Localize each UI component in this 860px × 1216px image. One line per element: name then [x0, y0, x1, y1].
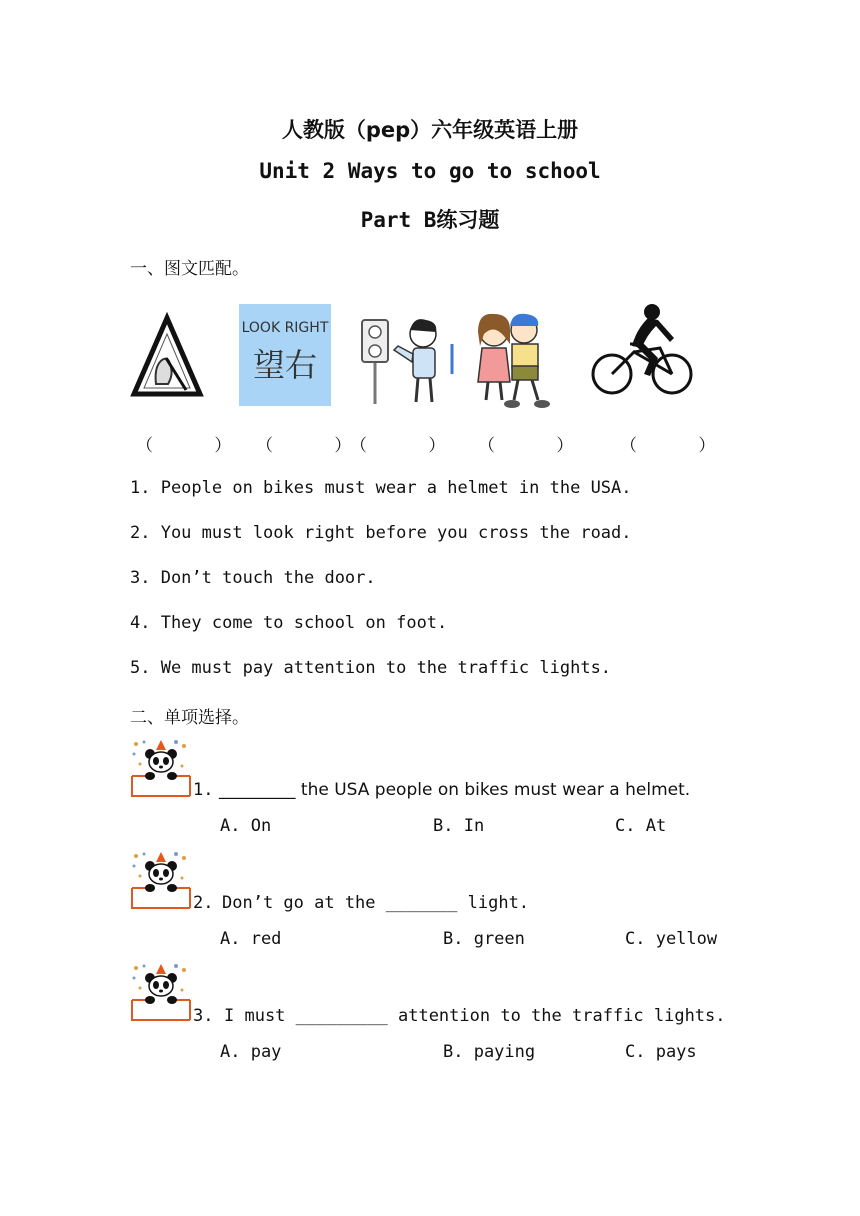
answer-blank-1[interactable]: （ ） — [136, 436, 232, 456]
look-right-sign-icon — [238, 296, 332, 408]
cyclist-silhouette-icon — [590, 296, 696, 408]
page-title: 人教版（pep）六年级英语上册 — [281, 118, 579, 142]
question-3-text: I must _________ attention to the traffic lights. — [224, 1006, 726, 1026]
question-3-number: 3. — [193, 1006, 214, 1026]
section-2-heading: 二、单项选择。 — [130, 708, 249, 728]
sentence-3: 3. Don’t touch the door. — [130, 568, 376, 588]
panda-frame-icon — [130, 738, 192, 798]
warning-sign-icon — [130, 296, 204, 406]
question-1-option-b[interactable]: B. In — [433, 816, 485, 836]
look-right-caption: LOOK RIGHT — [241, 320, 329, 336]
panda-frame-icon — [130, 962, 192, 1022]
question-3-option-c[interactable]: C. pays — [625, 1042, 697, 1062]
children-walking-icon — [464, 296, 556, 412]
question-1-option-a[interactable]: A. On — [220, 816, 272, 836]
question-2-text: Don’t go at the _______ light. — [222, 893, 530, 913]
sentence-4: 4. They come to school on foot. — [130, 613, 448, 633]
answer-blank-5[interactable]: （ ） — [620, 436, 716, 456]
answer-blank-2[interactable]: （ ） — [256, 436, 352, 456]
sentence-5: 5. We must pay attention to the traffic lights. — [130, 658, 612, 678]
unit-title: Unit 2 Ways to go to school — [259, 159, 601, 183]
question-1-option-c[interactable]: C. At — [615, 816, 667, 836]
sentence-1: 1. People on bikes must wear a helmet in the USA. — [130, 478, 632, 498]
panda-frame-icon — [130, 850, 192, 910]
question-2-option-a[interactable]: A. red — [220, 929, 282, 949]
sentence-2: 2. You must look right before you cross the road. — [130, 523, 632, 543]
question-1-text: _________ the USA people on bikes must wear a helmet. — [219, 780, 691, 800]
answer-blank-3[interactable]: （ ） — [350, 436, 446, 456]
question-2-option-b[interactable]: B. green — [443, 929, 525, 949]
look-right-caption-cn: 望右 — [252, 346, 318, 384]
question-2-number: 2. — [193, 893, 214, 913]
question-3-option-a[interactable]: A. pay — [220, 1042, 282, 1062]
section-1-heading: 一、图文匹配。 — [130, 259, 249, 279]
part-title: Part B练习题 — [360, 208, 500, 232]
question-1-number: 1. — [193, 780, 214, 800]
traffic-light-boy-icon — [358, 296, 456, 410]
question-3-option-b[interactable]: B. paying — [443, 1042, 536, 1062]
answer-blank-4[interactable]: （ ） — [478, 436, 574, 456]
question-2-option-c[interactable]: C. yellow — [625, 929, 718, 949]
